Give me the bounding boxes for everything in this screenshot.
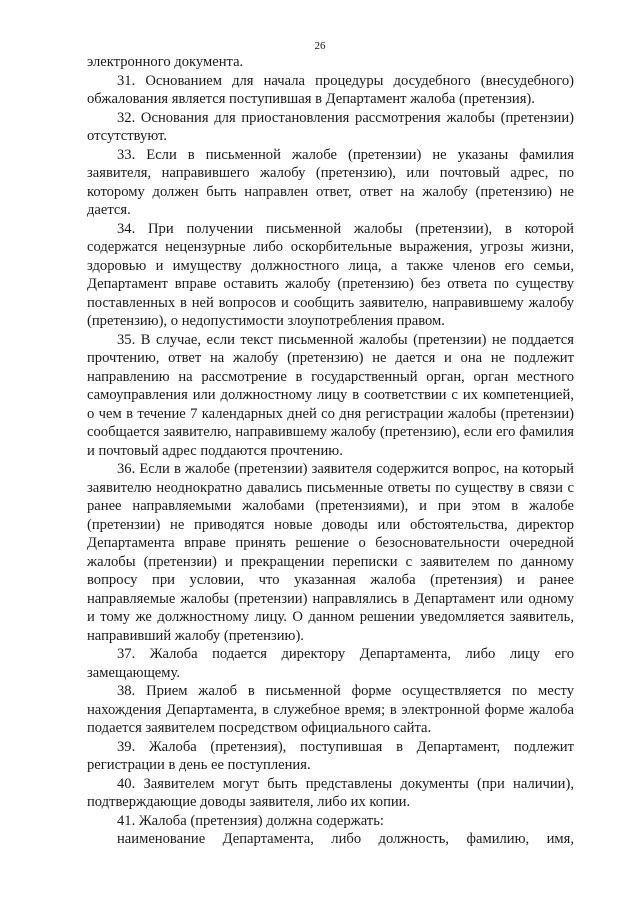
- paragraph-39: 39. Жалоба (претензия), поступившая в Департамент, подлежит регистрации в день ее поступления.: [87, 738, 574, 773]
- paragraph-38: 38. Прием жалоб в письменной форме осуществляется по месту нахождения Департамента, в служебное время; в электронной форме жалоба подается заявителем посредством официального сайта.: [87, 683, 574, 736]
- paragraph-35: 35. В случае, если текст письменной жалобы (претензии) не поддается прочтению, ответ на жалобу (претензию) не дается и она не подлежит направлению на рассмотрение в государственный орган, орган местного самоуправления или должностному лицу в соответствии с их компетенцией, о чем в течение 7 календарных дней со дня регистрации жалобы (претензии) сообщается заявителю, направившему жалобу (претензию), если его фамилия и почтовый адрес поддаются прочтению.: [87, 331, 574, 459]
- paragraph-41-item: наименование Департамента, либо должность, фамилию, имя,: [117, 831, 574, 847]
- paragraph-33: 33. Если в письменной жалобе (претензии) не указаны фамилия заявителя, направившего жалобу (претензию), или почтовый адрес, по которому должен быть направлен ответ, ответ на жалобу (претензию) не дается.: [87, 146, 574, 218]
- paragraph-32: 32. Основания для приостановления рассмотрения жалобы (претензии) отсутствуют.: [87, 109, 574, 144]
- paragraph-36: 36. Если в жалобе (претензии) заявителя содержится вопрос, на который заявителю неоднократно давались письменные ответы по существу в связи с ранее направляемыми жалобами (претензиями), и при этом в жалобе (претензии) не приводятся новые доводы или обстоятельства, директор Департамента вправе принять решение о безосновательности очередной жалобы (претензии) и прекращении переписки с заявителем по данному вопросу при условии, что указанная жалоба (претензия) и ранее направляемые жалобы (претензии) направлялись в Департамент или одному и тому же должностному лицу. О данном решении уведомляется заявитель, направивший жалобу (претензию).: [87, 461, 574, 644]
- document-text: [87, 53, 574, 849]
- paragraph-40: 40. Заявителем могут быть представлены документы (при наличии), подтверждающие доводы заявителя, либо их копии.: [87, 775, 574, 810]
- paragraph-continuation: электронного документа.: [87, 54, 244, 70]
- paragraph-34: 34. При получении письменной жалобы (претензии), в которой содержатся нецензурные либо оскорбительные выражения, угрозы жизни, здоровью и имуществу должностного лица, а также членов его семьи, Департамент вправе оставить жалобу (претензию) без ответа по существу поставленных в ней вопросов и сообщить заявителю, направившему жалобу (претензию), о недопустимости злоупотребления правом.: [87, 220, 574, 329]
- page-number: 26: [314, 40, 326, 52]
- paragraph-41: 41. Жалоба (претензия) должна содержать:: [117, 812, 384, 829]
- paragraph-37: 37. Жалоба подается директору Департамента, либо лицу его замещающему.: [87, 646, 574, 681]
- paragraph-31: 31. Основанием для начала процедуры досудебного (внесудебного) обжалования является поступившая в Департамент жалоба (претензия).: [87, 72, 574, 107]
